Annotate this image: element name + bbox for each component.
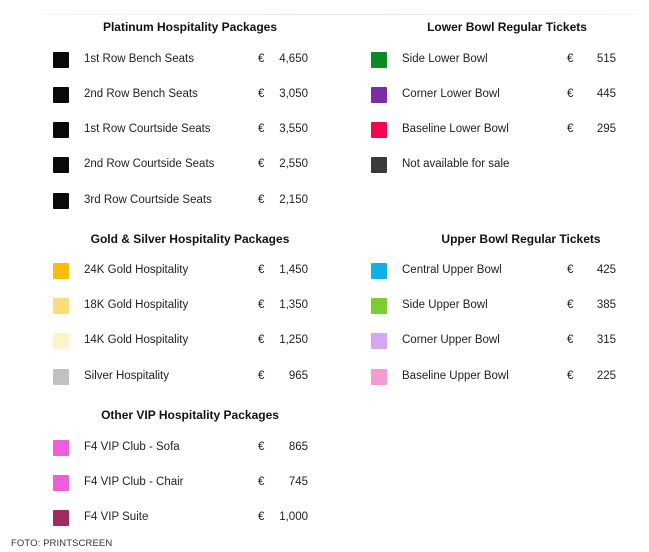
color-swatch (53, 298, 69, 314)
price-value: 425 (596, 264, 616, 276)
price-value: 225 (596, 370, 616, 382)
currency-symbol: € (258, 370, 265, 382)
price-value: 3,050 (279, 88, 308, 100)
section-title-platinum: Platinum Hospitality Packages (102, 20, 278, 34)
price-value: 445 (596, 88, 616, 100)
color-swatch (53, 193, 69, 209)
currency-symbol: € (258, 123, 265, 135)
color-swatch (371, 87, 387, 103)
currency-symbol: € (567, 334, 574, 346)
seat-label: 14K Gold Hospitality (84, 334, 189, 346)
currency-symbol: € (567, 370, 574, 382)
seat-label: 3rd Row Courtside Seats (84, 194, 212, 206)
currency-symbol: € (567, 53, 574, 65)
currency-symbol: € (567, 264, 574, 276)
section-title-lower-bowl: Lower Bowl Regular Tickets (427, 20, 587, 34)
price-value: 1,250 (279, 334, 308, 346)
seat-label: Side Upper Bowl (402, 299, 488, 311)
currency-symbol: € (258, 53, 265, 65)
seat-label: 2nd Row Bench Seats (84, 88, 198, 100)
seat-label: Baseline Upper Bowl (402, 370, 509, 382)
currency-symbol: € (258, 194, 265, 206)
seat-label: 2nd Row Courtside Seats (84, 158, 215, 170)
color-swatch (53, 263, 69, 279)
price-value: 3,550 (279, 123, 308, 135)
color-swatch (53, 52, 69, 68)
currency-symbol: € (567, 123, 574, 135)
currency-symbol: € (567, 88, 574, 100)
seat-label: Silver Hospitality (84, 370, 169, 382)
color-swatch (53, 157, 69, 173)
price-value: 2,150 (279, 194, 308, 206)
price-value: 385 (596, 299, 616, 311)
price-value: 4,650 (279, 53, 308, 65)
section-title-gold-silver: Gold & Silver Hospitality Packages (90, 232, 290, 246)
price-value: 2,550 (279, 158, 308, 170)
currency-symbol: € (567, 299, 574, 311)
seat-label: Baseline Lower Bowl (402, 123, 509, 135)
price-value: 1,450 (279, 264, 308, 276)
photo-credit: FOTO: PRINTSCREEN (11, 538, 113, 549)
currency-symbol: € (258, 476, 265, 488)
color-swatch (371, 369, 387, 385)
price-value: 515 (596, 53, 616, 65)
seat-label: Not available for sale (402, 158, 510, 170)
price-value: 315 (596, 334, 616, 346)
seat-label: 18K Gold Hospitality (84, 299, 189, 311)
color-swatch (53, 333, 69, 349)
price-value: 1,000 (279, 511, 308, 523)
color-swatch (371, 122, 387, 138)
price-value: 295 (596, 123, 616, 135)
price-value: 745 (288, 476, 308, 488)
currency-symbol: € (258, 88, 265, 100)
color-swatch (371, 333, 387, 349)
seat-label: Side Lower Bowl (402, 53, 488, 65)
seat-label: Corner Upper Bowl (402, 334, 500, 346)
price-value: 1,350 (279, 299, 308, 311)
currency-symbol: € (258, 334, 265, 346)
currency-symbol: € (258, 511, 265, 523)
currency-symbol: € (258, 299, 265, 311)
color-swatch (53, 475, 69, 491)
seat-label: Corner Lower Bowl (402, 88, 500, 100)
section-title-upper-bowl: Upper Bowl Regular Tickets (441, 232, 601, 246)
currency-symbol: € (258, 264, 265, 276)
color-swatch (53, 369, 69, 385)
color-swatch (371, 298, 387, 314)
top-divider (40, 14, 640, 15)
seat-label: F4 VIP Club - Chair (84, 476, 184, 488)
price-value: 865 (288, 441, 308, 453)
color-swatch (371, 52, 387, 68)
color-swatch (371, 263, 387, 279)
color-swatch (53, 122, 69, 138)
color-swatch (371, 157, 387, 173)
currency-symbol: € (258, 441, 265, 453)
currency-symbol: € (258, 158, 265, 170)
seat-label: F4 VIP Suite (84, 511, 149, 523)
price-value: 965 (288, 370, 308, 382)
seat-label: F4 VIP Club - Sofa (84, 441, 180, 453)
seat-label: Central Upper Bowl (402, 264, 502, 276)
color-swatch (53, 87, 69, 103)
seat-label: 24K Gold Hospitality (84, 264, 189, 276)
color-swatch (53, 510, 69, 526)
section-title-other-vip: Other VIP Hospitality Packages (101, 408, 279, 422)
seat-label: 1st Row Bench Seats (84, 53, 194, 65)
seat-label: 1st Row Courtside Seats (84, 123, 211, 135)
color-swatch (53, 440, 69, 456)
